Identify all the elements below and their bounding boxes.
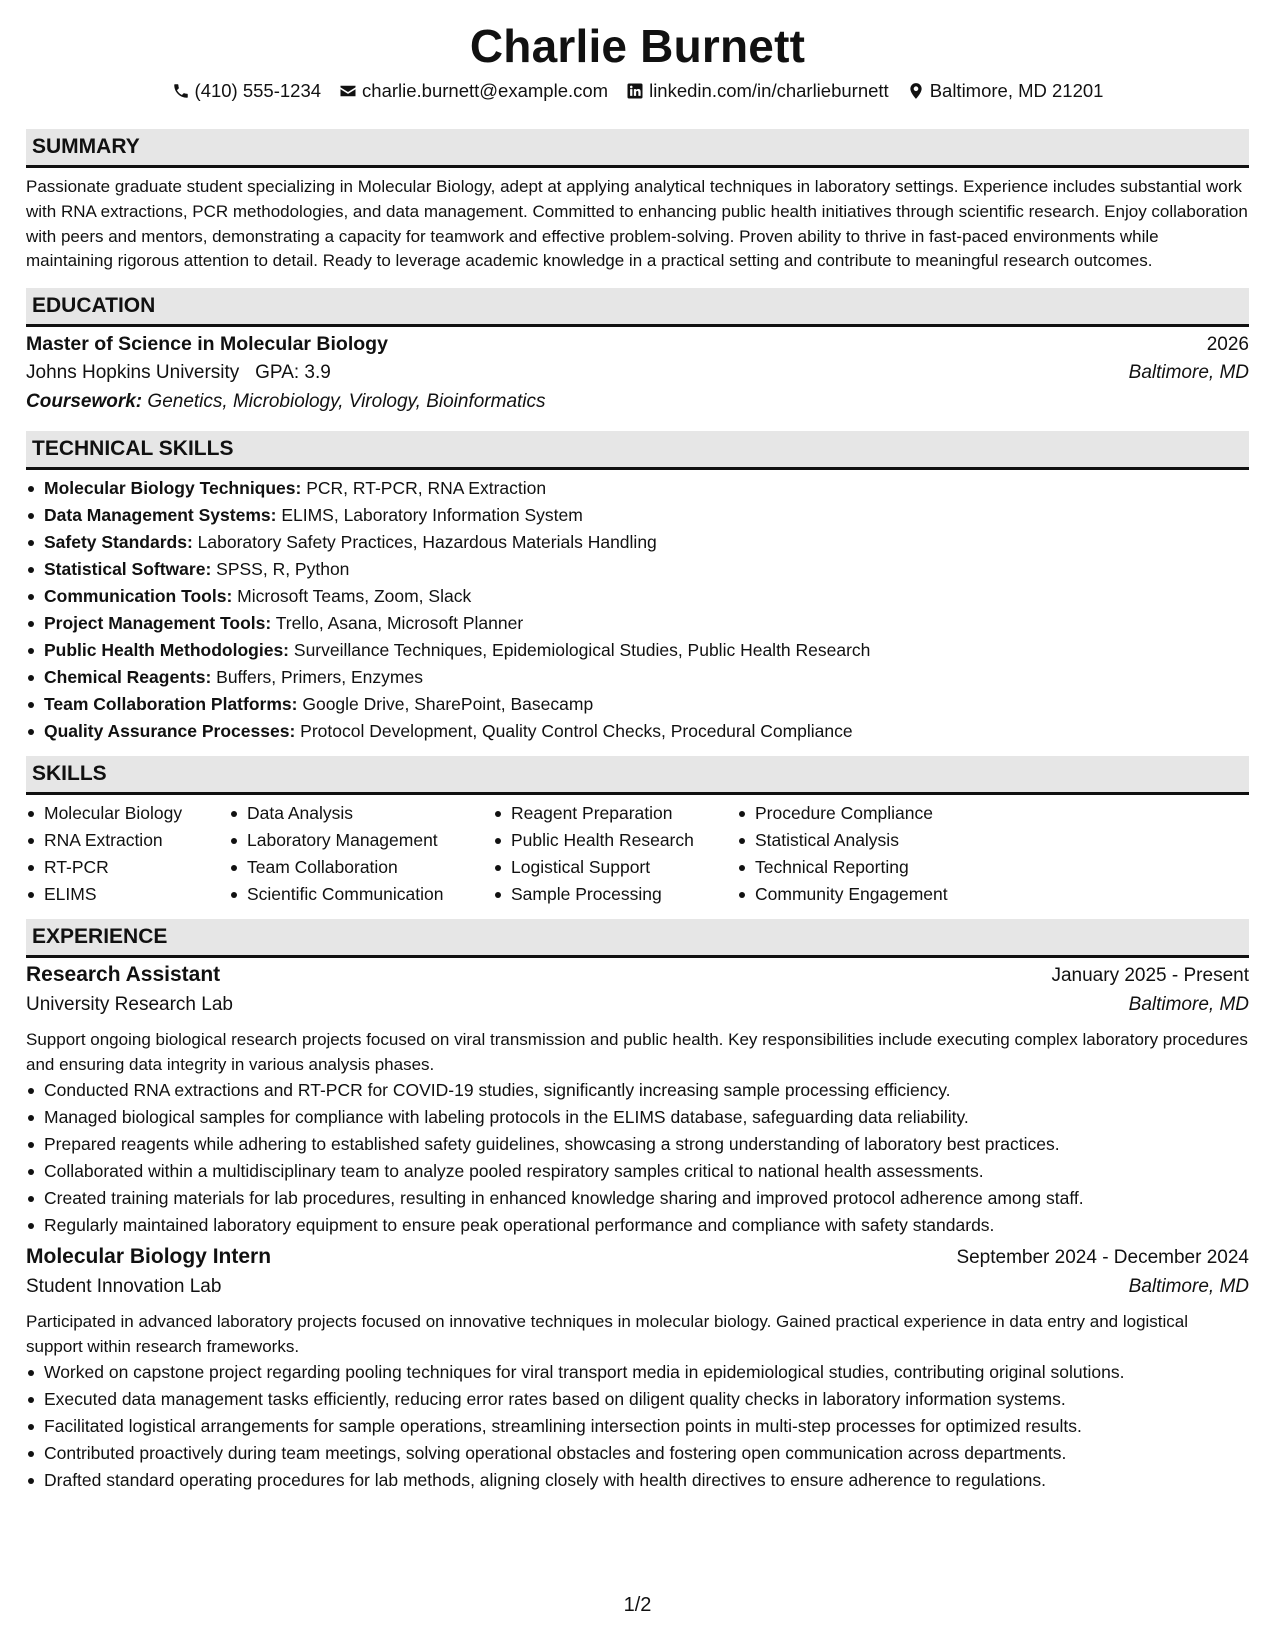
job-bullets (26, 1077, 1249, 1239)
list-item (44, 529, 1249, 556)
list-item: Scientific Communication (247, 881, 493, 908)
coursework-list: Genetics, Microbiology, Virology, Bioinformatics (147, 391, 546, 413)
list-item (44, 691, 1249, 718)
experience-entry-molecular-biology-intern (26, 1245, 1249, 1494)
job-title: Molecular Biology Intern (26, 1245, 272, 1269)
list-item: Procedure Compliance (755, 800, 1015, 827)
list-item: Statistical Analysis (755, 827, 1015, 854)
school-location: Baltimore, MD (1128, 362, 1249, 384)
job-title: Research Assistant (26, 963, 221, 987)
list-item: Community Engagement (755, 881, 1015, 908)
linkedin-link[interactable]: linkedin.com/in/charlieburnett (649, 80, 889, 101)
skill-values: Buffers, Primers, Enzymes (216, 667, 423, 688)
graduation-year: 2026 (1206, 334, 1249, 356)
degree-title: Master of Science in Molecular Biology (26, 333, 388, 356)
list-item: Facilitated logistical arrangements for sample operations, streamlining intersection points in multi-step processes for optimized results. (44, 1413, 1249, 1440)
phone-text: (410) 555-1234 (194, 80, 322, 101)
skill-values: Microsoft Teams, Zoom, Slack (237, 586, 472, 607)
list-item: RNA Extraction (44, 827, 229, 854)
list-item: Drafted standard operating procedures for lab methods, aligning closely with health directives to ensure adherence to regulations. (44, 1467, 1249, 1494)
list-item: Public Health Research (511, 827, 737, 854)
section-heading-education: EDUCATION (26, 288, 1249, 327)
skill-category: Quality Assurance Processes: (44, 721, 296, 742)
list-item: Created training materials for lab procedures, resulting in enhanced knowledge sharing and improved protocol adherence among staff. (44, 1185, 1249, 1212)
skill-values: SPSS, R, Python (216, 559, 350, 580)
skills-column-3 (493, 800, 737, 908)
job-description: Participated in advanced laboratory projects focused on innovative techniques in molecular biology. Gained practical experience in data entry and logistical support within research frameworks. (26, 1312, 1189, 1356)
map-pin-icon (907, 82, 925, 100)
list-item: Regularly maintained laboratory equipment to ensure peak operational performance and compliance with safety standards. (44, 1212, 1249, 1239)
skill-values: PCR, RT-PCR, RNA Extraction (306, 478, 547, 499)
skill-category: Chemical Reagents: (44, 667, 212, 688)
page-number: 1/2 (623, 1594, 652, 1616)
list-item: Managed biological samples for compliance with labeling protocols in the ELIMS database, safeguarding data reliability. (44, 1104, 1249, 1131)
skills-column-4 (737, 800, 1015, 908)
list-item: ELIMS (44, 881, 229, 908)
list-item: Team Collaboration (247, 854, 493, 881)
job-location: Baltimore, MD (1128, 1276, 1249, 1298)
list-item: Laboratory Management (247, 827, 493, 854)
list-item: Technical Reporting (755, 854, 1015, 881)
list-item (44, 475, 1249, 502)
section-heading-experience: EXPERIENCE (26, 919, 1249, 958)
skill-category: Statistical Software: (44, 559, 212, 580)
candidate-name: Charlie Burnett (469, 20, 806, 72)
skill-values: ELIMS, Laboratory Information System (281, 505, 583, 526)
school-name: Johns Hopkins University (26, 362, 240, 384)
list-item (44, 502, 1249, 529)
linkedin-icon (626, 82, 644, 100)
skill-category: Project Management Tools: (44, 613, 272, 634)
skills-column-1 (26, 800, 229, 908)
envelope-icon (339, 82, 357, 100)
gpa: GPA: 3.9 (255, 362, 331, 384)
skill-values: Surveillance Techniques, Epidemiological Studies, Public Health Research (293, 640, 871, 661)
skill-values: Protocol Development, Quality Control Checks, Procedural Compliance (300, 721, 853, 742)
list-item (44, 664, 1249, 691)
list-item: Logistical Support (511, 854, 737, 881)
list-item (44, 718, 1249, 745)
list-item (44, 610, 1249, 637)
skill-category: Data Management Systems: (44, 505, 277, 526)
contact-phone (172, 80, 322, 102)
education-entry (26, 333, 1249, 420)
skill-category: Public Health Methodologies: (44, 640, 290, 661)
skill-values: Laboratory Safety Practices, Hazardous Materials Handling (197, 532, 657, 553)
contact-bar (26, 78, 1249, 104)
skill-category: Communication Tools: (44, 586, 233, 607)
experience-entry-research-assistant (26, 963, 1249, 1239)
coursework-label: Coursework: (26, 391, 143, 413)
email-link[interactable]: charlie.burnett@example.com (362, 80, 609, 101)
list-item: Data Analysis (247, 800, 493, 827)
summary-paragraph: Passionate graduate student specializing in Molecular Biology, adept at applying analytical techniques in laboratory settings. Experience includes substantial work with RNA extractions, PCR methodologies, and data management. Committed to enhancing public health initiatives through scientific research. Enjoy collaboration with peers and mentors, demonstrating a capacity for teamwork and effective problem-solving. Proven ability to thrive in fast-paced environments while maintaining rigorous attention to detail. Ready to leverage academic knowledge in a practical setting and contribute to meaningful research outcomes. (26, 177, 1248, 271)
resume-page (26, 18, 1249, 1494)
job-dates: September 2024 - December 2024 (956, 1247, 1249, 1269)
skills-grid (26, 800, 1249, 908)
list-item: Molecular Biology (44, 800, 229, 827)
job-location: Baltimore, MD (1128, 994, 1249, 1016)
job-bullets (26, 1359, 1249, 1494)
list-item: Sample Processing (511, 881, 737, 908)
skills-column-2 (229, 800, 493, 908)
list-item: Executed data management tasks efficiently, reducing error rates based on diligent quality checks in laboratory information systems. (44, 1386, 1249, 1413)
section-heading-skills: SKILLS (26, 756, 1249, 795)
section-heading-technical-skills: TECHNICAL SKILLS (26, 431, 1249, 470)
list-item (44, 583, 1249, 610)
job-dates: January 2025 - Present (1051, 965, 1249, 987)
job-organization: University Research Lab (26, 994, 233, 1016)
technical-skills-list (26, 475, 1249, 745)
skill-values: Google Drive, SharePoint, Basecamp (302, 694, 594, 715)
list-item: RT-PCR (44, 854, 229, 881)
list-item: Conducted RNA extractions and RT-PCR for COVID-19 studies, significantly increasing sample processing efficiency. (44, 1077, 1249, 1104)
location-text: Baltimore, MD 21201 (929, 80, 1104, 101)
list-item: Prepared reagents while adhering to established safety guidelines, showcasing a strong understanding of laboratory best practices. (44, 1131, 1249, 1158)
section-heading-summary: SUMMARY (26, 129, 1249, 168)
coursework-line (26, 391, 1249, 420)
school-line (26, 362, 331, 384)
skill-values: Trello, Asana, Microsoft Planner (275, 613, 524, 634)
list-item: Worked on capstone project regarding pooling techniques for viral transport media in epidemiological studies, contributing original solutions. (44, 1359, 1249, 1386)
phone-icon (172, 82, 190, 100)
contact-linkedin[interactable] (626, 80, 889, 102)
contact-email[interactable] (339, 80, 608, 102)
list-item: Collaborated within a multidisciplinary team to analyze pooled respiratory samples critical to national health assessments. (44, 1158, 1249, 1185)
list-item (44, 637, 1249, 664)
skill-category: Safety Standards: (44, 532, 193, 553)
skill-category: Team Collaboration Platforms: (44, 694, 298, 715)
list-item: Contributed proactively during team meetings, solving operational obstacles and fostering open communication across departments. (44, 1440, 1249, 1467)
job-organization: Student Innovation Lab (26, 1276, 222, 1298)
list-item (44, 556, 1249, 583)
job-description: Support ongoing biological research projects focused on viral transmission and public health. Key responsibilities include executing complex laboratory procedures and ensuring data integrity in various analysis phases. (26, 1030, 1248, 1074)
contact-location (907, 80, 1104, 102)
list-item: Reagent Preparation (511, 800, 737, 827)
skill-category: Molecular Biology Techniques: (44, 478, 302, 499)
